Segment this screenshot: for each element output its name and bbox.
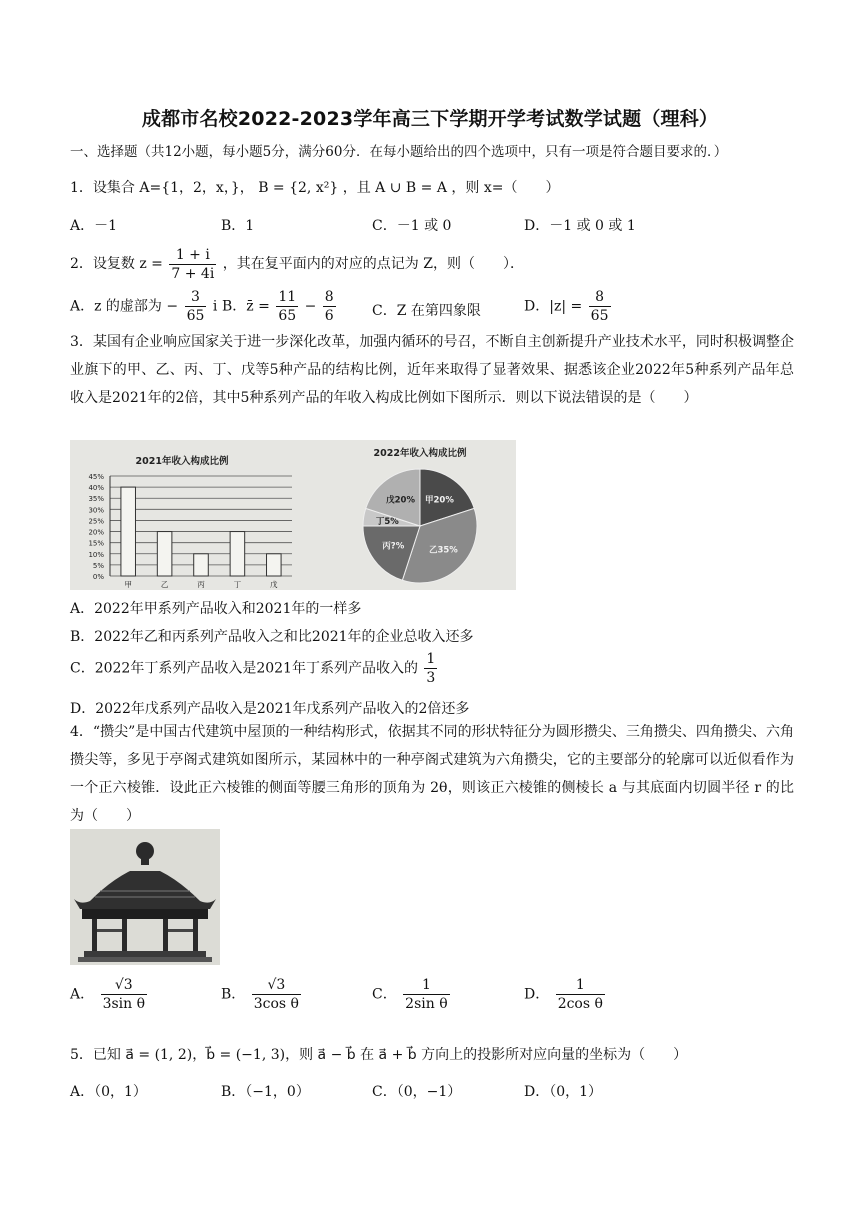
pie-chart-2022 — [298, 440, 516, 590]
q3-opt-c-text: C．2022年丁系列产品收入是2021年丁系列产品收入的 — [70, 660, 418, 677]
q5-option-a[interactable]: A．（0，1） — [70, 1084, 147, 1100]
q4-opt-a-num: √3 — [101, 976, 147, 995]
question-2-stem — [70, 244, 524, 284]
q4-option-c[interactable] — [372, 976, 452, 1013]
q3-option-c[interactable] — [70, 650, 439, 687]
q4-opt-a-fraction — [101, 976, 147, 1013]
pie-slice-label: 甲20% — [425, 495, 454, 506]
q3-option-b[interactable]: B．2022年乙和丙系列产品收入之和比2021年的企业总收入还多 — [70, 629, 474, 645]
bar-category-label: 丁 — [233, 580, 242, 589]
bar-4 — [267, 554, 282, 576]
q5-option-c[interactable]: C．（0，−1） — [372, 1084, 462, 1100]
bar-y-tick-label: 0% — [92, 573, 104, 581]
q2-text-post: ，其在复平面内的对应的点记为 Z，则（ ）． — [222, 256, 524, 272]
q4-opt-a-den: 3sin θ — [102, 996, 146, 1012]
pie-slice-label: 乙35% — [428, 545, 458, 556]
q1-option-d[interactable]: D．－1 或 0 或 1 — [524, 218, 636, 234]
q1-option-a[interactable]: A．－1 — [70, 218, 118, 234]
bar-y-tick-label: 30% — [88, 506, 104, 515]
q4-opt-d-fraction — [556, 976, 605, 1013]
q1-set-b: B = {2, x²} — [258, 180, 339, 196]
bar-chart-title: 2021年收入构成比例 — [135, 456, 229, 467]
q2-opt-b-fraction-1 — [276, 288, 298, 325]
q4-opt-c-fraction — [403, 976, 449, 1013]
q2-opt-d-den: 65 — [590, 308, 609, 324]
q2-opt-b-num2: 8 — [324, 289, 334, 305]
q4-option-d[interactable] — [524, 976, 607, 1013]
q4-option-a[interactable] — [70, 976, 149, 1013]
q4-opt-b-den: 3cos θ — [253, 996, 299, 1012]
q2-option-d[interactable] — [524, 288, 613, 325]
q2-opt-a-num: 3 — [185, 288, 207, 307]
q2-opt-a-unit: i — [212, 298, 218, 315]
question-1-stem — [70, 178, 559, 198]
bar-chart-svg — [70, 440, 298, 590]
q2-text-pre: 2．设复数 z = — [70, 256, 163, 272]
q2-opt-a-fraction — [185, 288, 207, 325]
bar-y-tick-label: 35% — [88, 495, 104, 504]
q2-opt-d-text: D．|z| = — [524, 298, 583, 315]
q4-opt-d-label: D． — [524, 986, 550, 1003]
q4-option-b[interactable] — [221, 976, 303, 1013]
q4-opt-d-num: 1 — [556, 976, 605, 995]
bar-y-tick-label: 5% — [92, 561, 104, 570]
bar-y-tick-label: 40% — [88, 484, 104, 493]
bar-3 — [230, 532, 245, 576]
q4-opt-a-label: A． — [70, 986, 95, 1003]
page-title: 成都市名校2022-2023学年高三下学期开学考试数学试题（理科） — [141, 108, 719, 130]
bar-y-tick-label: 25% — [88, 517, 104, 526]
question-4-stem: 4．“攒尖”是中国古代建筑中屋顶的一种结构形式，依据其不同的形状特征分为圆形攒尖、三角攒尖、四角攒尖、六角攒尖等，多见于亭阁式建筑如图所示，某园林中的一种亭阁式建筑为六角攒尖，它的主要部分的轮廓可以近似看作为一个正六棱锥．设此正六棱锥的侧面等腰三角形的顶角为 2θ，则该正六棱锥的侧棱长 a 与其底面内切圆半径 r 的比为（ ） — [70, 724, 794, 824]
q2-frac-den: 7 + 4i — [171, 265, 215, 282]
q4-opt-b-label: B． — [221, 986, 246, 1003]
bar-y-tick-label: 15% — [88, 539, 104, 548]
pie-slice-label: 丁5% — [375, 516, 399, 527]
q2-opt-d-fraction — [589, 288, 611, 325]
bar-category-label: 戊 — [270, 580, 278, 589]
q1-option-c[interactable]: C．－1 或 0 — [372, 218, 452, 234]
q2-opt-a-text: A．z 的虚部为 − — [70, 298, 179, 315]
q5-option-d[interactable]: D．（0，1） — [524, 1084, 603, 1100]
pavilion-photo — [70, 829, 220, 965]
pie-chart-svg — [298, 440, 516, 590]
q2-opt-b-den1: 65 — [278, 308, 297, 324]
question-5-stem: 5．已知 a⃗ = (1, 2)，b⃗ = (−1, 3)，则 a⃗ − b⃗ 在 a⃗ + b⃗ 方向上的投影所对应向量的坐标为（ ） — [70, 1047, 688, 1063]
q2-option-a[interactable] — [70, 288, 217, 325]
pie-slice-label: 戊20% — [386, 495, 415, 506]
bar-2 — [194, 554, 209, 576]
q4-opt-c-label: C． — [372, 986, 397, 1003]
q2-opt-b-num1: 11 — [278, 289, 297, 305]
q2-option-b[interactable] — [222, 288, 338, 325]
section-header: 一、选择题（共12小题，每小题5分，满分60分．在每小题给出的四个选项中，只有一项是符合题目要求的．） — [70, 144, 728, 160]
bar-category-label: 丙 — [197, 580, 205, 589]
bar-1 — [157, 532, 172, 576]
bar-chart-2021 — [70, 440, 298, 590]
bar-y-tick-label: 10% — [88, 550, 104, 559]
q4-opt-b-fraction — [252, 976, 301, 1013]
question-3-stem: 3．某国有企业响应国家关于进一步深化改革，加强内循环的号召，不断自主创新提升产业技术水平，同时积极调整企业旗下的甲、乙、丙、丁、戊等5种产品的结构比例，近年来取得了显著效果、据悉该企业2022年5种系列产品年总收入是2021年的2倍，其中5种系列产品的年收入构成比例如下图所示．则以下说法错误的是（ ） — [70, 334, 794, 406]
q2-option-c[interactable]: C．Z 在第四象限 — [372, 303, 481, 319]
q1-option-b[interactable]: B．1 — [221, 218, 255, 234]
bar-category-label: 乙 — [160, 580, 169, 589]
pavilion-illustration — [70, 829, 220, 965]
q2-opt-b-den2: 6 — [324, 308, 334, 324]
bar-y-tick-label: 45% — [88, 473, 104, 481]
q4-opt-d-den: 2cos θ — [557, 996, 603, 1012]
q3-opt-c-num: 1 — [426, 651, 436, 667]
q2-frac-num: 1 + i — [169, 246, 216, 265]
q2-opt-b-minus: − — [304, 298, 317, 315]
q3-opt-c-fraction — [424, 650, 437, 687]
q2-opt-b-text: B．z̄ = — [222, 298, 270, 315]
q4-opt-c-num: 1 — [403, 976, 449, 995]
pie-slice-label: 丙?% — [382, 541, 405, 552]
q4-opt-b-num: √3 — [252, 976, 301, 995]
q2-fraction — [169, 246, 216, 283]
q3-opt-c-den: 3 — [426, 670, 436, 686]
bar-category-label: 甲 — [124, 580, 132, 589]
bar-0 — [121, 487, 136, 576]
bar-y-tick-label: 20% — [88, 528, 104, 537]
q1-text-pre: 1．设集合 A={1，2，x，}， — [70, 180, 254, 196]
q3-option-d[interactable]: D．2022年戊系列产品收入是2021年戊系列产品收入的2倍还多 — [70, 701, 470, 717]
pie-chart-title: 2022年收入构成比例 — [373, 448, 467, 459]
q1-text-mid: ，且 A ∪ B = A ，则 x=（ ） — [342, 180, 560, 196]
q2-opt-b-fraction-2 — [323, 288, 336, 325]
q3-option-a[interactable]: A．2022年甲系列产品收入和2021年的一样多 — [70, 601, 362, 617]
q2-opt-a-den: 65 — [186, 308, 205, 324]
q2-opt-d-num: 8 — [589, 288, 611, 307]
q5-option-b[interactable]: B．（−1，0） — [221, 1084, 310, 1100]
q4-opt-c-den: 2sin θ — [405, 996, 448, 1012]
